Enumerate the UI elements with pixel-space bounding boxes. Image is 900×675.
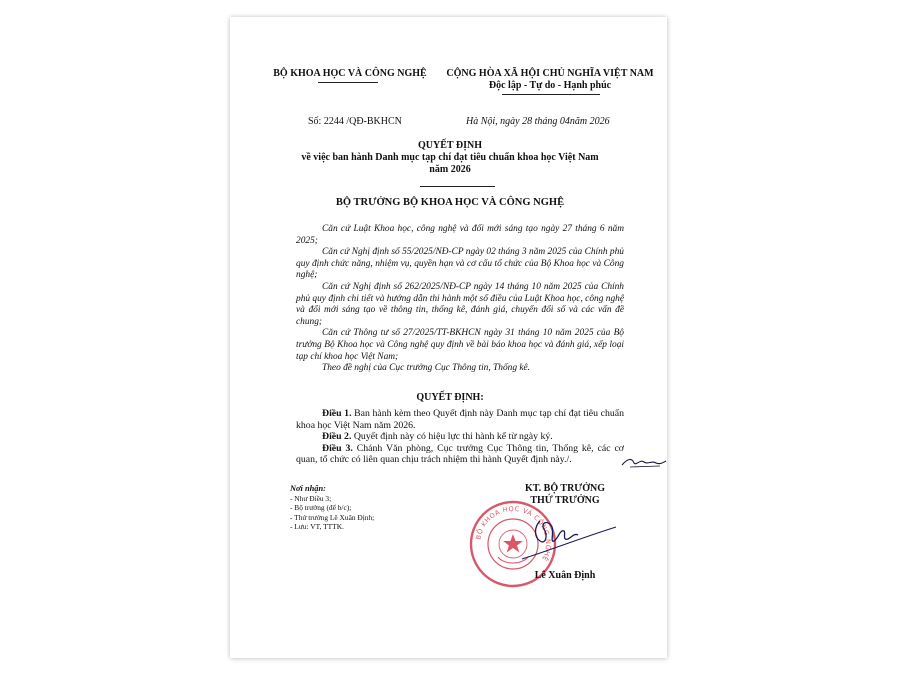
recipients	[290, 484, 374, 532]
doc-type: QUYẾT ĐỊNH	[418, 140, 482, 151]
recipient-item: - Thứ trưởng Lê Xuân Định;	[290, 512, 375, 522]
handwritten-signature	[518, 515, 618, 563]
recipients-title: Nơi nhận:	[290, 484, 326, 493]
legal-basis: Căn cứ Thông tư số 27/2025/TT-BKHCN ngày 31 tháng 10 năm 2025 của Bộ trưởng Bộ Khoa học và Công nghệ quy định về bài báo khoa học và đánh giá, xếp loại tạp chí khoa học Việt Nam;	[296, 328, 624, 362]
article-text: Ban hành kèm theo Quyết định này Danh mục tạp chí đạt tiêu chuẩn khoa học Việt Nam năm 2026.	[296, 408, 624, 431]
document-page	[230, 17, 667, 658]
signer-title: THỨ TRƯỞNG	[530, 495, 600, 506]
subject-line-1: về việc ban hành Danh mục tạp chí đạt tiêu chuẩn khoa học Việt Nam	[301, 152, 599, 163]
article-label: Điều 1.	[322, 408, 352, 419]
legal-basis: Căn cứ Nghị định số 55/2025/NĐ-CP ngày 02 tháng 3 năm 2025 của Chính phủ quy định chức năng, nhiệm vụ, quyền hạn và cơ cấu tổ chức của Bộ Khoa học và Công nghệ;	[296, 247, 624, 281]
initial-signature	[620, 454, 668, 470]
place-date: Hà Nội, ngày 28 tháng 04năm 2026	[466, 116, 610, 127]
legal-bases	[296, 224, 624, 375]
seal-text: BỘ KHOA HỌC VÀ CÔNG NGHỆ	[474, 504, 553, 563]
article-text: Chánh Văn phòng, Cục trưởng Cục Thông tin, Thống kê, các cơ quan, tổ chức có liên quan chịu trách nhiệm thi hành Quyết định này./.	[296, 442, 624, 466]
recipient-item: - Như Điều 3;	[290, 493, 332, 503]
article-1	[296, 408, 624, 431]
article-2	[296, 431, 624, 443]
article-3	[296, 443, 624, 466]
article-label: Điều 3.	[322, 442, 353, 454]
legal-basis: Căn cứ Nghị định số 262/2025/NĐ-CP ngày 14 tháng 10 năm 2025 của Chính phủ quy định chi tiết và hướng dẫn thi hành một số điều của Luật Khoa học, công nghệ và đổi mới sáng tạo về thông tin, thống kê, đánh giá, chuyển đổi số và các vấn đề chung;	[296, 281, 624, 327]
article-label: Điều 2.	[322, 431, 352, 443]
authority: BỘ TRƯỞNG BỘ KHOA HỌC VÀ CÔNG NGHỆ	[335, 197, 565, 208]
agency-name: BỘ KHOA HỌC VÀ CÔNG NGHỆ	[273, 68, 427, 79]
legal-basis: Căn cứ Luật Khoa học, công nghệ và đổi mới sáng tạo ngày 27 tháng 6 năm 2025;	[296, 224, 624, 246]
document-number: Số: 2244 /QĐ-BKHCN	[308, 116, 402, 127]
recipient-item: - Lưu: VT, TTTK.	[290, 522, 344, 532]
recipient-item: - Bộ trưởng (để b/c);	[290, 503, 352, 513]
legal-basis: Theo đề nghị của Cục trưởng Cục Thông tin, Thống kê.	[322, 363, 531, 374]
article-text: Quyết định này có hiệu lực thi hành kể từ ngày ký.	[351, 431, 553, 443]
signer-on-behalf: KT. BỘ TRƯỞNG	[524, 483, 606, 494]
national-title: CỘNG HÒA XÃ HỘI CHỦ NGHĨA VIỆT NAM	[446, 68, 654, 79]
motto-underline	[502, 94, 600, 95]
decision-heading: QUYẾT ĐỊNH:	[416, 392, 484, 403]
subject-line-2: năm 2026	[429, 164, 471, 175]
articles	[296, 408, 624, 466]
signer-name: Lê Xuân Định	[534, 570, 596, 581]
title-underline	[420, 186, 495, 187]
agency-underline	[318, 82, 378, 83]
national-motto: Độc lập - Tự do - Hạnh phúc	[488, 80, 612, 91]
